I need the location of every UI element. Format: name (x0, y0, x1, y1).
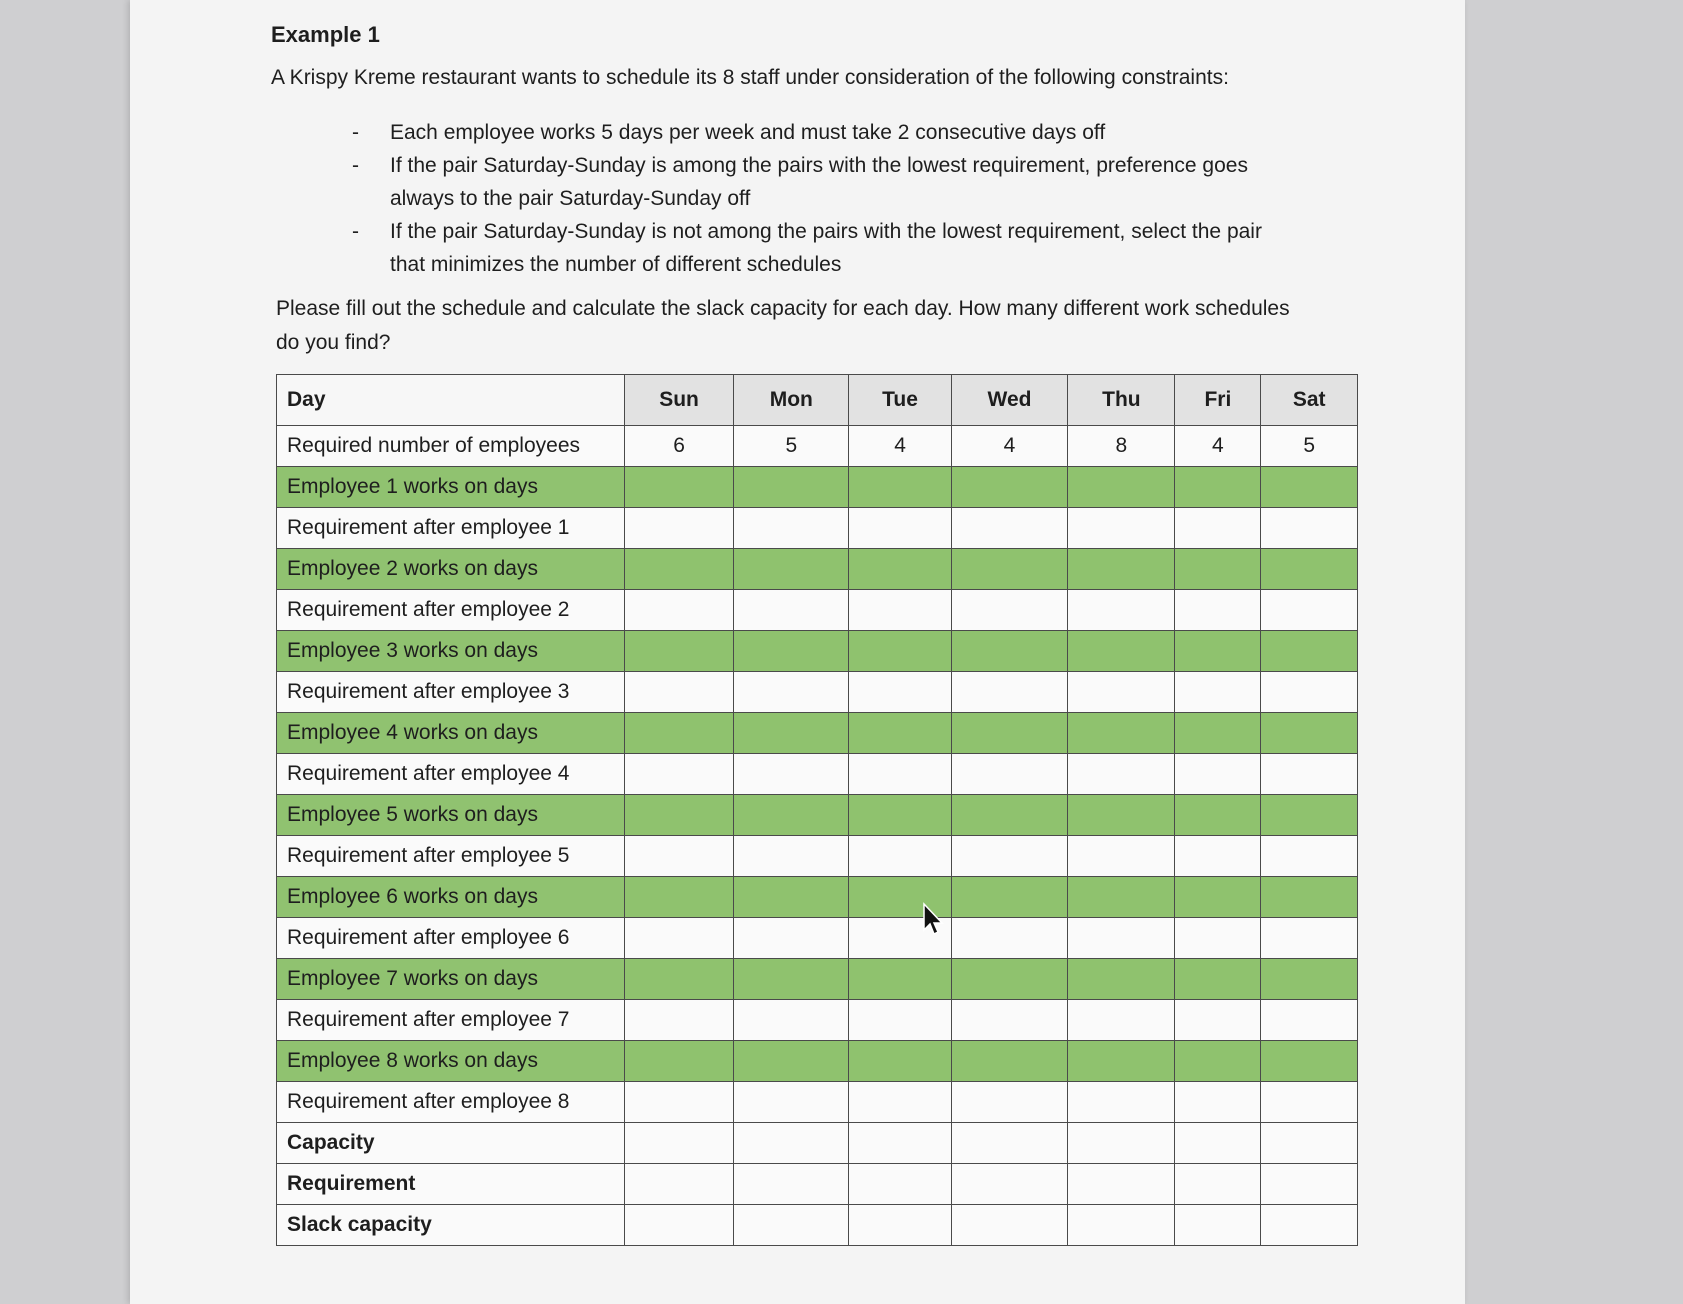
table-cell[interactable] (625, 877, 734, 918)
table-cell[interactable] (734, 918, 849, 959)
table-cell[interactable] (1068, 918, 1175, 959)
table-cell[interactable] (1175, 713, 1261, 754)
table-cell[interactable] (1175, 1205, 1261, 1246)
table-cell[interactable] (1175, 836, 1261, 877)
constraint-item: - If the pair Saturday-Sunday is not among the pairs with the lowest requirement, select the pair that minimizes the number of different schedules (355, 215, 1275, 281)
table-cell[interactable] (625, 1082, 734, 1123)
table-cell[interactable] (1261, 713, 1358, 754)
table-cell[interactable] (734, 877, 849, 918)
table-cell[interactable] (734, 549, 849, 590)
schedule-table-body (277, 426, 1358, 1246)
table-cell[interactable] (1175, 672, 1261, 713)
table-cell[interactable] (849, 467, 951, 508)
table-cell[interactable] (625, 1164, 734, 1205)
table-cell[interactable] (1261, 1123, 1358, 1164)
table-cell[interactable] (1261, 631, 1358, 672)
table-cell[interactable] (734, 959, 849, 1000)
table-cell[interactable] (849, 631, 951, 672)
table-cell[interactable] (734, 1164, 849, 1205)
requirement-row (277, 754, 1358, 795)
table-cell[interactable] (625, 1041, 734, 1082)
table-cell[interactable] (625, 590, 734, 631)
table-cell[interactable] (1261, 590, 1358, 631)
row-label: Employee 2 works on days (277, 549, 625, 590)
table-cell[interactable] (1068, 754, 1175, 795)
table-cell[interactable] (734, 795, 849, 836)
table-cell[interactable] (1175, 959, 1261, 1000)
table-cell[interactable] (734, 754, 849, 795)
requirement-row (277, 836, 1358, 877)
table-cell[interactable] (734, 1041, 849, 1082)
row-label: Employee 4 works on days (277, 713, 625, 754)
requirement-row (277, 672, 1358, 713)
summary-row (277, 1164, 1358, 1205)
table-cell[interactable] (951, 795, 1068, 836)
constraints-list (355, 116, 1275, 281)
table-cell[interactable] (625, 754, 734, 795)
intro-paragraph: A Krispy Kreme restaurant wants to schedule its 8 staff under consideration of the following constraints: (271, 66, 1229, 89)
table-cell[interactable] (734, 590, 849, 631)
row-label: Employee 1 works on days (277, 467, 625, 508)
table-cell[interactable] (951, 836, 1068, 877)
summary-label: Requirement (277, 1164, 625, 1205)
table-cell[interactable] (951, 1164, 1068, 1205)
table-cell[interactable] (1175, 918, 1261, 959)
table-cell[interactable] (1068, 590, 1175, 631)
table-cell[interactable] (1175, 631, 1261, 672)
row-label: Employee 5 works on days (277, 795, 625, 836)
table-cell[interactable] (1175, 1123, 1261, 1164)
table-cell[interactable] (1068, 1000, 1175, 1041)
constraint-item: - If the pair Saturday-Sunday is among the pairs with the lowest requirement, preference goes always to the pair Saturday-Sunday off (355, 149, 1275, 215)
table-cell[interactable] (1175, 754, 1261, 795)
required-value: 8 (1068, 426, 1175, 467)
table-cell[interactable] (1068, 1164, 1175, 1205)
table-cell[interactable] (734, 631, 849, 672)
table-cell[interactable] (849, 1082, 951, 1123)
table-cell[interactable] (951, 713, 1068, 754)
requirement-row (277, 508, 1358, 549)
table-cell[interactable] (734, 1000, 849, 1041)
employee-row (277, 1041, 1358, 1082)
table-cell[interactable] (849, 754, 951, 795)
table-cell[interactable] (625, 508, 734, 549)
row-label: Requirement after employee 5 (277, 836, 625, 877)
row-label: Employee 7 works on days (277, 959, 625, 1000)
summary-row (277, 1123, 1358, 1164)
table-cell[interactable] (625, 672, 734, 713)
table-cell[interactable] (951, 1082, 1068, 1123)
table-cell[interactable] (951, 467, 1068, 508)
required-row (277, 426, 1358, 467)
table-cell[interactable] (1175, 1164, 1261, 1205)
table-cell[interactable] (849, 1041, 951, 1082)
table-cell[interactable] (849, 1123, 951, 1164)
requirement-row (277, 918, 1358, 959)
table-cell[interactable] (1261, 795, 1358, 836)
required-value: 4 (849, 426, 951, 467)
row-label: Requirement after employee 2 (277, 590, 625, 631)
table-cell[interactable] (1068, 959, 1175, 1000)
table-cell[interactable] (1068, 631, 1175, 672)
table-cell[interactable] (1175, 508, 1261, 549)
table-cell[interactable] (1068, 549, 1175, 590)
table-cell[interactable] (1175, 877, 1261, 918)
table-cell[interactable] (951, 1041, 1068, 1082)
table-cell[interactable] (1261, 1041, 1358, 1082)
day-header-fri: Fri (1175, 375, 1261, 426)
table-cell[interactable] (734, 508, 849, 549)
summary-label: Slack capacity (277, 1205, 625, 1246)
table-cell[interactable] (1068, 672, 1175, 713)
required-value: 4 (1175, 426, 1261, 467)
mouse-pointer-icon (922, 902, 944, 936)
table-cell[interactable] (1175, 467, 1261, 508)
table-cell[interactable] (951, 631, 1068, 672)
requirement-row (277, 590, 1358, 631)
table-cell[interactable] (1175, 590, 1261, 631)
employee-row (277, 795, 1358, 836)
day-header-tue: Tue (849, 375, 951, 426)
table-cell[interactable] (849, 836, 951, 877)
table-cell[interactable] (625, 959, 734, 1000)
table-cell[interactable] (1261, 836, 1358, 877)
table-cell[interactable] (625, 631, 734, 672)
table-cell[interactable] (625, 795, 734, 836)
day-header-wed: Wed (951, 375, 1068, 426)
row-label: Requirement after employee 3 (277, 672, 625, 713)
required-value: 4 (951, 426, 1068, 467)
row-label: Requirement after employee 8 (277, 1082, 625, 1123)
table-cell[interactable] (849, 1164, 951, 1205)
table-cell[interactable] (1175, 1041, 1261, 1082)
table-cell[interactable] (1261, 549, 1358, 590)
day-header-sat: Sat (1261, 375, 1358, 426)
employee-row (277, 467, 1358, 508)
row-label: Requirement after employee 7 (277, 1000, 625, 1041)
table-cell[interactable] (849, 508, 951, 549)
day-header: Day (277, 375, 625, 426)
question-paragraph: Please fill out the schedule and calculate the slack capacity for each day. How many different work schedules do you find? (276, 297, 1290, 354)
table-cell[interactable] (849, 959, 951, 1000)
table-cell[interactable] (849, 713, 951, 754)
row-label: Requirement after employee 6 (277, 918, 625, 959)
employee-row (277, 713, 1358, 754)
table-cell[interactable] (1175, 1000, 1261, 1041)
table-cell[interactable] (951, 877, 1068, 918)
table-cell[interactable] (1175, 795, 1261, 836)
table-cell[interactable] (1068, 1082, 1175, 1123)
table-cell[interactable] (951, 1205, 1068, 1246)
table-cell[interactable] (849, 549, 951, 590)
required-value: 5 (1261, 426, 1358, 467)
table-cell[interactable] (1261, 1205, 1358, 1246)
required-value: 5 (734, 426, 849, 467)
table-cell[interactable] (849, 1205, 951, 1246)
table-cell[interactable] (1068, 1041, 1175, 1082)
required-label: Required number of employees (277, 426, 625, 467)
table-cell[interactable] (1261, 1164, 1358, 1205)
table-cell[interactable] (951, 672, 1068, 713)
table-cell[interactable] (951, 1123, 1068, 1164)
table-cell[interactable] (734, 713, 849, 754)
table-cell[interactable] (1261, 1000, 1358, 1041)
table-cell[interactable] (849, 672, 951, 713)
employee-row (277, 877, 1358, 918)
table-cell[interactable] (625, 549, 734, 590)
row-label: Employee 6 works on days (277, 877, 625, 918)
table-cell[interactable] (1261, 754, 1358, 795)
table-cell[interactable] (951, 959, 1068, 1000)
table-cell[interactable] (734, 1082, 849, 1123)
table-cell[interactable] (951, 918, 1068, 959)
table-cell[interactable] (1261, 877, 1358, 918)
table-cell[interactable] (1261, 1082, 1358, 1123)
document-page (130, 0, 1465, 1304)
table-cell[interactable] (951, 508, 1068, 549)
example-heading: Example 1 (271, 22, 380, 47)
day-header-mon: Mon (734, 375, 849, 426)
table-cell[interactable] (1175, 549, 1261, 590)
table-cell[interactable] (849, 590, 951, 631)
row-label: Requirement after employee 1 (277, 508, 625, 549)
table-cell[interactable] (1068, 1205, 1175, 1246)
table-cell[interactable] (1068, 1123, 1175, 1164)
table-cell[interactable] (1261, 672, 1358, 713)
table-cell[interactable] (1261, 918, 1358, 959)
table-cell[interactable] (1261, 467, 1358, 508)
table-cell[interactable] (1068, 795, 1175, 836)
table-cell[interactable] (625, 918, 734, 959)
header-row (277, 375, 1358, 426)
row-label: Requirement after employee 4 (277, 754, 625, 795)
table-cell[interactable] (625, 1205, 734, 1246)
employee-row (277, 631, 1358, 672)
table-cell[interactable] (951, 590, 1068, 631)
requirement-row (277, 1082, 1358, 1123)
table-cell[interactable] (951, 549, 1068, 590)
table-cell[interactable] (1068, 877, 1175, 918)
constraint-item: - Each employee works 5 days per week and must take 2 consecutive days off (355, 116, 1275, 149)
table-cell[interactable] (625, 467, 734, 508)
table-cell[interactable] (1068, 508, 1175, 549)
table-cell[interactable] (625, 713, 734, 754)
table-cell[interactable] (625, 1000, 734, 1041)
table-cell[interactable] (1068, 467, 1175, 508)
table-cell[interactable] (951, 1000, 1068, 1041)
table-cell[interactable] (734, 1123, 849, 1164)
employee-row (277, 549, 1358, 590)
table-cell[interactable] (849, 795, 951, 836)
table-cell[interactable] (625, 836, 734, 877)
table-cell[interactable] (1068, 713, 1175, 754)
required-value: 6 (625, 426, 734, 467)
requirement-row (277, 1000, 1358, 1041)
schedule-table (276, 374, 1358, 1246)
table-cell[interactable] (625, 1123, 734, 1164)
table-cell[interactable] (1068, 836, 1175, 877)
table-cell[interactable] (951, 754, 1068, 795)
table-cell[interactable] (734, 467, 849, 508)
summary-row (277, 1205, 1358, 1246)
table-cell[interactable] (734, 1205, 849, 1246)
table-cell[interactable] (734, 672, 849, 713)
day-header-thu: Thu (1068, 375, 1175, 426)
day-header-sun: Sun (625, 375, 734, 426)
table-cell[interactable] (1261, 508, 1358, 549)
table-cell[interactable] (1261, 959, 1358, 1000)
row-label: Employee 3 works on days (277, 631, 625, 672)
employee-row (277, 959, 1358, 1000)
table-cell[interactable] (849, 1000, 951, 1041)
table-cell[interactable] (1175, 1082, 1261, 1123)
row-label: Employee 8 works on days (277, 1041, 625, 1082)
table-cell[interactable] (734, 836, 849, 877)
summary-label: Capacity (277, 1123, 625, 1164)
